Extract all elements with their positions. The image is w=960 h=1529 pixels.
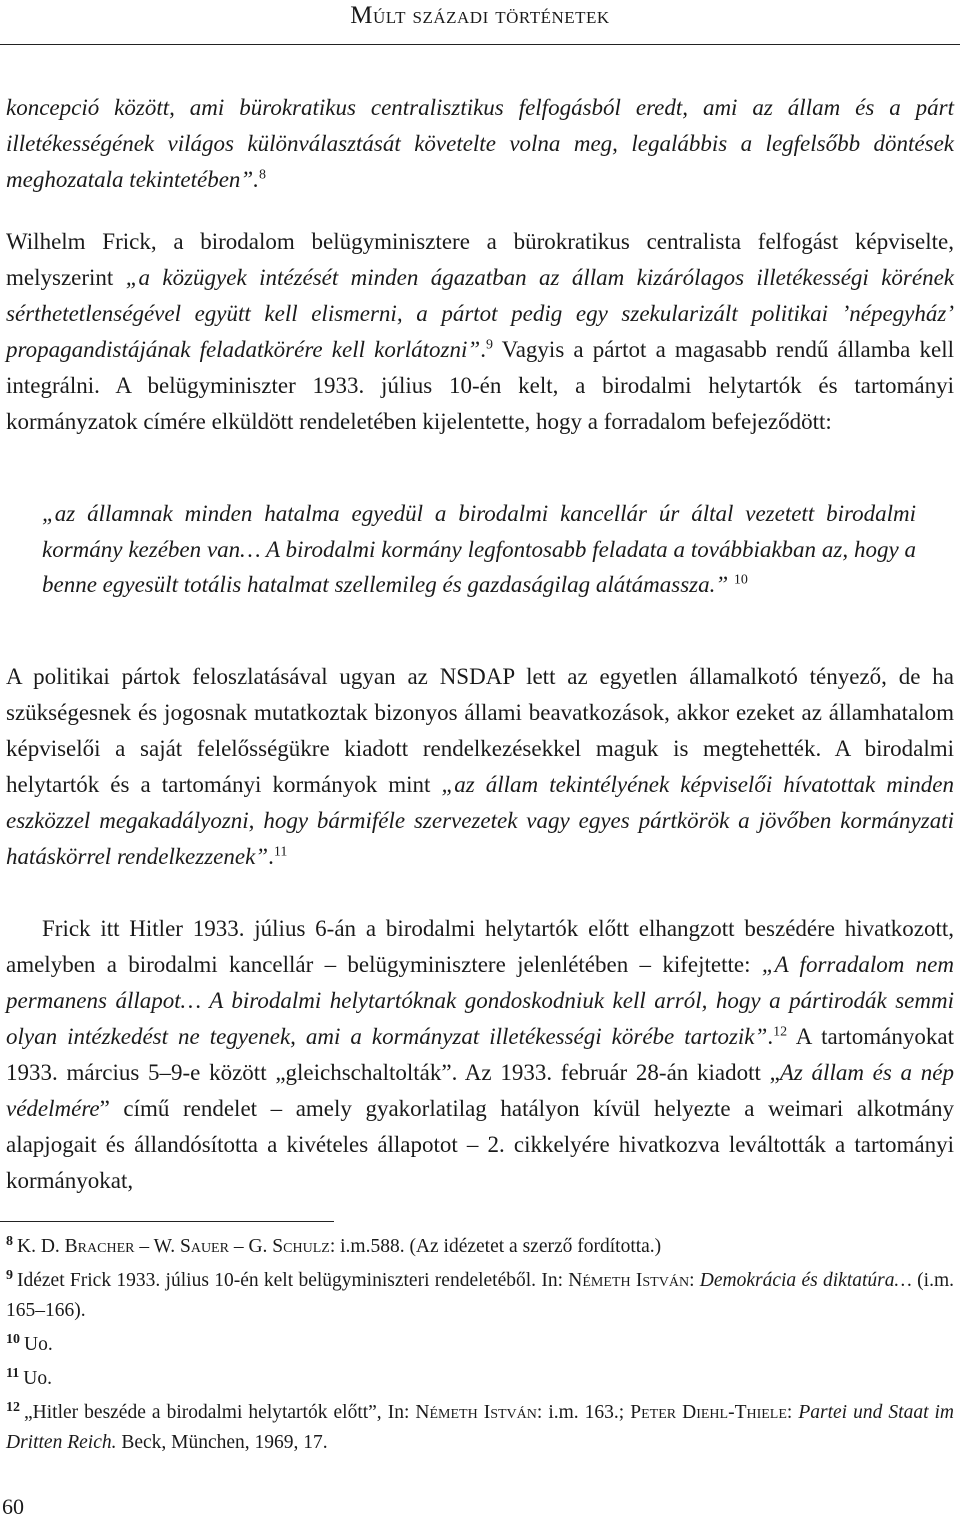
- footnote-ref-12[interactable]: 12: [773, 1024, 788, 1040]
- author-name: Sauer: [179, 1236, 229, 1257]
- footnote-8: [6, 1232, 954, 1262]
- footnote-10: [6, 1330, 954, 1360]
- footnote-ref-11[interactable]: 11: [273, 844, 288, 860]
- header-rule: [0, 44, 960, 45]
- footnote-number: 9: [6, 1267, 13, 1283]
- paragraph-hitler-speech: [6, 911, 954, 1199]
- paragraph-parties: [6, 659, 954, 875]
- paragraph-frick-text-a: Wilhelm Frick, a birodalom belügyminisztere a bürokratikus centralista felfogást képviselte, melyszerint: [6, 229, 954, 290]
- page-number: 60: [2, 1494, 24, 1519]
- footnote-text: (i.m. 165–166).: [6, 1270, 954, 1321]
- block-quote: [42, 496, 916, 603]
- footnote-text: „Hitler beszéde a birodalmi helytartók előtt”, In:: [24, 1402, 416, 1423]
- footnote-text: Uo.: [23, 1368, 52, 1389]
- footnote-text: : i.m.588. (Az idézetet a szerző fordította.): [329, 1236, 662, 1257]
- paragraph-frick-quote: „a közügyek intézését minden ágazatban az állam kizárólagos illetékességi körének sérthetetlenségével együtt kell elismerni, a pártot pedig egy szekularizált politikai ’népegyház’ propagandistájának feladatkörére kell korlátozni”: [6, 265, 955, 362]
- running-header-title: últ századi történetek: [373, 3, 610, 29]
- footnote-text: Beck, München, 1969, 17.: [116, 1432, 328, 1453]
- footnote-12: [6, 1398, 954, 1458]
- footnote-rule: [0, 1221, 334, 1222]
- footnote-ref-8[interactable]: 8: [258, 167, 266, 183]
- author-name: Peter Diehl-Thiele: [630, 1402, 787, 1423]
- footnote-number: 12: [6, 1399, 20, 1415]
- footnote-ref-9[interactable]: 9: [485, 337, 493, 353]
- paragraph-frick: [6, 224, 954, 440]
- paragraph-frick-period: .: [480, 337, 486, 362]
- footnote-11: [6, 1364, 954, 1394]
- footnote-number: 11: [6, 1365, 20, 1381]
- decree-title: Az állam és a nép védelmére: [6, 1060, 954, 1121]
- intro-quote-paragraph: [6, 90, 954, 198]
- footnote-ref-10[interactable]: 10: [733, 572, 748, 588]
- footnote-text: :: [786, 1402, 799, 1423]
- author-name: Bracher: [64, 1236, 135, 1257]
- footnote-text: Idézet Frick 1933. július 10-én kelt belügyminiszteri rendeletéből. In:: [17, 1270, 569, 1291]
- footnote-text: – W.: [134, 1236, 180, 1257]
- footnote-text: K. D.: [17, 1236, 65, 1257]
- footnote-text: :: [689, 1270, 700, 1291]
- footnote-number: 10: [6, 1331, 20, 1347]
- paragraph-parties-quote: „az állam tekintélyének képviselői hívatottak minden eszközzel megakadályozni, hogy bármiféle szervezetek vagy egyes pártkörök a jövőben kormányzati hatáskörrel rendelkezzenek”: [6, 772, 954, 869]
- work-title: Demokrácia és diktatúra…: [699, 1270, 912, 1291]
- paragraph-hitler-period: .: [767, 1024, 774, 1049]
- footnote-text: : i.m. 163.;: [536, 1402, 631, 1423]
- paragraph-parties-text-a: A politikai pártok feloszlatásával ugyan az NSDAP lett az egyetlen államalkotó tényező, de ha szükségesnek és jogosnak mutatkoztak bizonyos állami beavatkozások, akkor ezeket az államhatalom képviselői a saját felelősségükre kiadott rendelkezésekkel maguk is megtehették. A birodalmi helytartók és a tartományi kormányok mint: [6, 664, 954, 797]
- running-header: [0, 2, 960, 30]
- intro-quote-text: koncepció között, ami bürokratikus centralisztikus felfogásból eredt, ami az állam és a párt illetékességének világos különválasztását követelte volna meg, legalábbis a legfelsőbb döntések meghozatala tekintetében”.: [6, 95, 954, 192]
- work-title: Partei und Staat im Dritten Reich.: [6, 1402, 955, 1453]
- paragraph-hitler-text-d: ” című rendelet – amely gyakorlatilag hatályon kívül helyezte a weimari alkotmány alapjogait és állandósította a kivételes állapotot – 2. cikkelyére hivatkozva leváltották a tartományi kormányokat,: [6, 1096, 954, 1193]
- footnote-9: [6, 1266, 954, 1326]
- footnote-number: 8: [6, 1233, 13, 1249]
- block-quote-text: „az államnak minden hatalma egyedül a birodalmi kancellár úr által vezetett birodalmi kormány kezében van… A birodalmi kormány legfontosabb feladata a továbbiakban az, hogy a benne egyesült totális hatalmat szellemileg és gazdaságilag alátámassza.”: [42, 501, 916, 597]
- paragraph-hitler-text-c: A tartományokat 1933. március 5–9-e között „gleichschaltolták”. Az 1933. február 28-án kiadott „: [6, 1024, 954, 1085]
- footnote-text: – G.: [228, 1236, 273, 1257]
- author-name: Schulz: [272, 1236, 330, 1257]
- paragraph-frick-text-c: Vagyis a pártot a magasabb rendű államba kell integrálni. A belügyminiszter 1933. július 10-én kelt, a birodalmi helytartók és tartományi kormányzatok címére elküldött rendeletében kijelentette, hogy a forradalom befejeződött:: [6, 337, 954, 434]
- paragraph-parties-period: .: [268, 844, 274, 869]
- author-name: Németh István: [415, 1402, 537, 1423]
- paragraph-hitler-quote: „A forradalom nem permanens állapot… A birodalmi helytartóknak gondoskodniuk kell arról, hogy a pártirodák semmi olyan intézkedést ne tegyenek, ami a kormányzat illetékességi körébe tartozik”: [6, 952, 954, 1049]
- running-header-initial: M: [350, 2, 374, 29]
- footnotes: [6, 1232, 954, 1462]
- paragraph-hitler-text-a: Frick itt Hitler 1933. július 6-án a birodalmi helytartók előtt elhangzott beszédére hivatkozott, amelyben a birodalmi kancellár – belügyminisztere jelenlétében – kifejtette:: [6, 916, 954, 977]
- author-name: Németh István: [568, 1270, 690, 1291]
- footnote-text: Uo.: [24, 1334, 53, 1355]
